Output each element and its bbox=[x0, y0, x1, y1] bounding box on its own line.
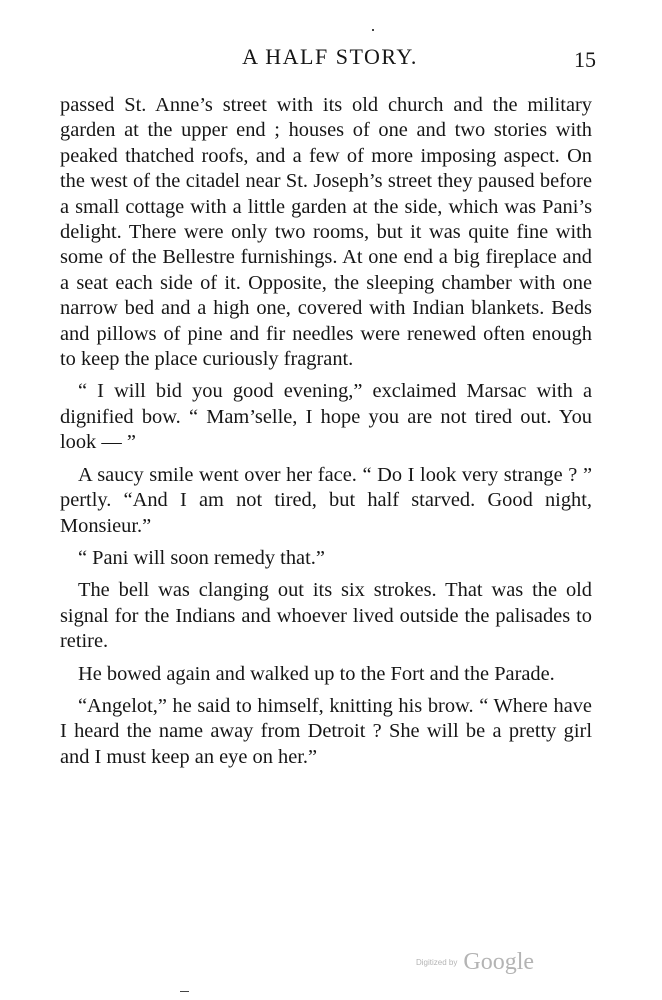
paragraph-4: “ Pani will soon remedy that.” bbox=[78, 546, 325, 569]
body-text bbox=[60, 93, 592, 777]
paragraph-6: He bowed again and walked up to the Fort and the Parade. bbox=[78, 662, 555, 685]
print-speck bbox=[180, 991, 189, 992]
paragraph-7: “Angelot,” he said to himself, knitting his brow. “ Where have I heard the name away from Detroit ? She will be a pretty girl and I must keep an eye on her.” bbox=[60, 694, 592, 768]
watermark-digitized-by: Digitized by bbox=[416, 958, 458, 967]
page-number: 15 bbox=[574, 47, 596, 72]
paragraph-5: The bell was clanging out its six strokes. That was the old signal for the Indians and whoever lived outside the palisades to retire. bbox=[60, 579, 592, 653]
page-header bbox=[60, 44, 600, 76]
paragraph-3: A saucy smile went over her face. “ Do I look very strange ? ” pertly. “And I am not tired, but half starved. Good night, Monsieur.” bbox=[60, 463, 592, 537]
paragraph-2: “ I will bid you good evening,” exclaimed Marsac with a dignified bow. “ Mam’selle, I hope you are not tired out. You look — ” bbox=[60, 380, 592, 454]
paragraph-1: passed St. Anne’s street with its old church and the military garden at the upper end ; houses of one and two stories with peaked thatched roofs, and a few of more imposing aspect. On the west of the citadel near St. Joseph’s street they paused before a small cottage with a little garden at the side, which was Pani’s delight. There were only two rooms, but it was quite fine with some of the Bellestre furnishings. At one end a big fireplace and a seat each side of it. Opposite, the sleeping chamber with one narrow bed and a high one, covered with Indian blankets. Beds and pillows of pine and fir needles were renewed often enough to keep the place curiously fragrant. bbox=[60, 94, 592, 371]
digitized-by-watermark bbox=[416, 949, 596, 979]
running-title: A HALF STORY. bbox=[242, 44, 418, 69]
watermark-brand: Google bbox=[463, 949, 535, 975]
print-speck bbox=[372, 29, 374, 31]
